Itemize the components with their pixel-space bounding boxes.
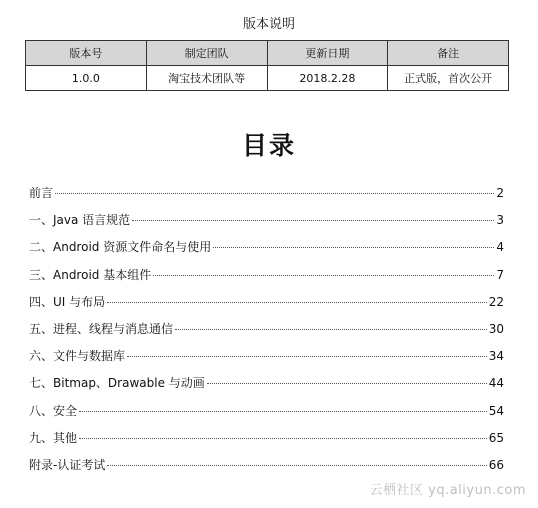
toc-item-page: 30 [488,321,504,336]
toc-item[interactable] [29,265,504,292]
toc-title: 目录 [241,131,296,160]
toc-item-page: 66 [488,457,504,472]
table-row [26,66,509,91]
toc-dot-leader [79,437,487,439]
toc-item-label: 前言 [29,186,54,200]
toc-dot-leader [132,219,494,221]
toc-item[interactable] [29,183,504,210]
toc-item[interactable] [29,346,504,373]
cell-date: 2018.2.28 [267,66,388,91]
toc-dot-leader [55,192,494,194]
version-table [25,40,509,91]
version-section-title: 版本说明 [242,17,295,32]
toc-dot-leader [213,246,494,248]
toc-item-label: 附录-认证考试 [29,457,106,472]
toc-item-page: 4 [496,240,504,255]
toc-dot-leader [107,301,487,303]
header-team: 制定团队 [146,41,267,66]
toc-item-page: 44 [488,376,504,391]
toc-item-label: 五、进程、线程与消息通信 [29,321,174,336]
toc-list [29,183,504,482]
toc-item-label: 二、Android 资源文件命名与使用 [29,240,212,255]
toc-item[interactable] [29,210,504,237]
toc-item[interactable] [29,292,504,319]
toc-item[interactable] [29,428,504,455]
cell-team: 淘宝技术团队等 [146,66,267,91]
toc-item-page: 2 [496,186,504,200]
toc-item-label: 八、安全 [29,403,78,418]
toc-dot-leader [79,410,487,412]
toc-item-page: 65 [488,430,504,445]
toc-item-label: 六、文件与数据库 [29,349,126,364]
cell-note: 正式版，首次公开 [388,66,509,91]
toc-item-label: 三、Android 基本组件 [29,267,152,282]
toc-item-page: 3 [496,213,504,228]
toc-item-page: 7 [496,267,504,282]
toc-dot-leader [153,274,494,276]
toc-item-label: 七、Bitmap、Drawable 与动画 [29,376,205,391]
toc-item[interactable] [29,319,504,346]
toc-dot-leader [175,328,487,330]
toc-item-label: 四、UI 与布局 [29,294,106,309]
toc-dot-leader [207,382,487,384]
toc-item[interactable] [29,455,504,482]
toc-item-page: 54 [488,403,504,418]
table-header-row [26,41,509,66]
toc-item-page: 34 [488,349,504,364]
toc-dot-leader [107,464,486,466]
toc-dot-leader [127,355,487,357]
toc-item[interactable] [29,373,504,400]
header-date: 更新日期 [267,41,388,66]
toc-item-label: 一、Java 语言规范 [29,213,131,228]
toc-item[interactable] [29,401,504,428]
toc-item[interactable] [29,237,504,264]
toc-item-page: 22 [488,294,504,309]
toc-item-label: 九、其他 [29,430,78,445]
header-note: 备注 [388,41,509,66]
header-version: 版本号 [26,41,147,66]
watermark: 云栖社区 yq.aliyun.com [369,483,526,498]
cell-version: 1.0.0 [26,66,147,91]
